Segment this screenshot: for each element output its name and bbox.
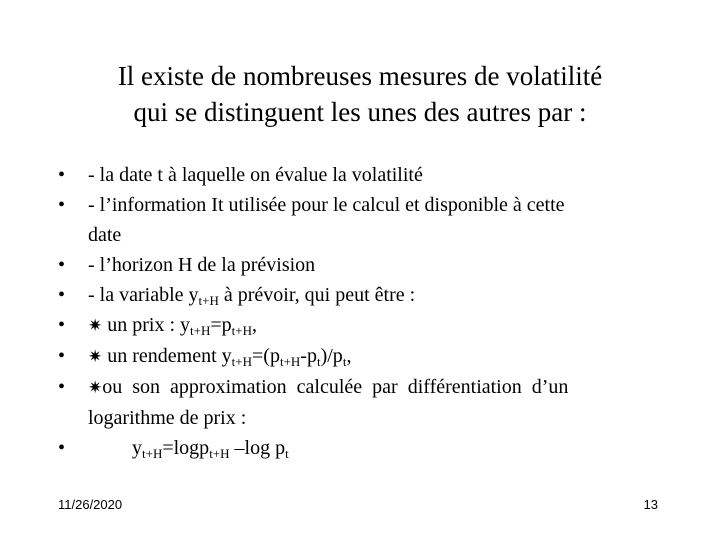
text-run: –log p: [229, 437, 286, 459]
text-run: ou son approximation calculée par différentiation d’un: [102, 376, 569, 398]
bullet-text: - l’information It utilisée pour le calcul et disponible à cette: [88, 194, 565, 216]
bullet-text: - la date t à laquelle on évalue la volatilité: [88, 164, 423, 186]
bullet-icon: •: [58, 314, 66, 336]
text-run: - la variable y: [88, 284, 199, 306]
subscript: t+H: [279, 354, 301, 369]
bullet-icon: •: [58, 194, 66, 216]
bullet-icon: •: [58, 437, 66, 459]
subscript: t+H: [142, 446, 163, 461]
slide-title-line-1: Il existe de nombreuses mesures de volatilité: [117, 61, 603, 91]
bullet-text: [88, 284, 415, 306]
bullet-text: [88, 372, 658, 403]
subscript: t+H: [231, 323, 252, 338]
subscript: t: [285, 446, 289, 461]
bullet-item-variable: [58, 280, 658, 310]
slide-title: [40, 58, 680, 130]
bullet-list: [58, 160, 658, 463]
bullet-icon: •: [58, 164, 66, 186]
text-run: un rendement y: [102, 345, 232, 367]
star-icon: ✷: [88, 347, 103, 366]
bullet-text: - l’horizon H de la prévision: [88, 254, 316, 276]
footer-date: 11/26/2020: [58, 497, 123, 512]
formula: [88, 437, 289, 459]
text-run: un prix : y: [102, 314, 191, 336]
bullet-text: [88, 314, 257, 336]
bullet-text: [88, 345, 351, 367]
text-run: =p: [210, 314, 232, 336]
bullet-icon: •: [58, 376, 66, 398]
text-run: ,: [346, 345, 352, 367]
bullet-item-formula: [58, 433, 658, 463]
star-icon: ✷: [88, 378, 103, 397]
text-run: ,: [252, 314, 257, 336]
text-run: à prévoir, qui peut être :: [218, 284, 416, 306]
bullet-text-continued: logarithme de prix :: [88, 407, 247, 429]
subscript: t+H: [231, 354, 252, 369]
bullet-item-information: [58, 190, 658, 250]
subscript: t: [342, 354, 347, 369]
bullet-icon: •: [58, 254, 66, 276]
text-run: )/p: [320, 345, 343, 367]
bullet-item-prix: [58, 310, 658, 341]
subscript: t+H: [190, 323, 211, 338]
bullet-icon: •: [58, 284, 66, 306]
bullet-item-rendement: [58, 341, 658, 372]
bullet-text-continued: date: [88, 224, 122, 246]
star-icon: ✷: [88, 316, 103, 335]
subscript: t+H: [209, 446, 230, 461]
page-number: 13: [643, 497, 658, 512]
bullet-item-horizon: [58, 250, 658, 280]
text-run: =logp: [162, 437, 210, 459]
text-run: -p: [300, 345, 317, 367]
bullet-icon: •: [58, 345, 66, 367]
text-run: =(p: [252, 345, 280, 367]
text-run: y: [132, 437, 142, 459]
subscript: t+H: [198, 293, 219, 308]
slide-title-line-2: qui se distinguent les unes des autres par :: [133, 97, 587, 127]
bullet-item-approximation: [58, 372, 658, 433]
subscript: t: [316, 354, 321, 369]
bullet-item-date: [58, 160, 658, 190]
